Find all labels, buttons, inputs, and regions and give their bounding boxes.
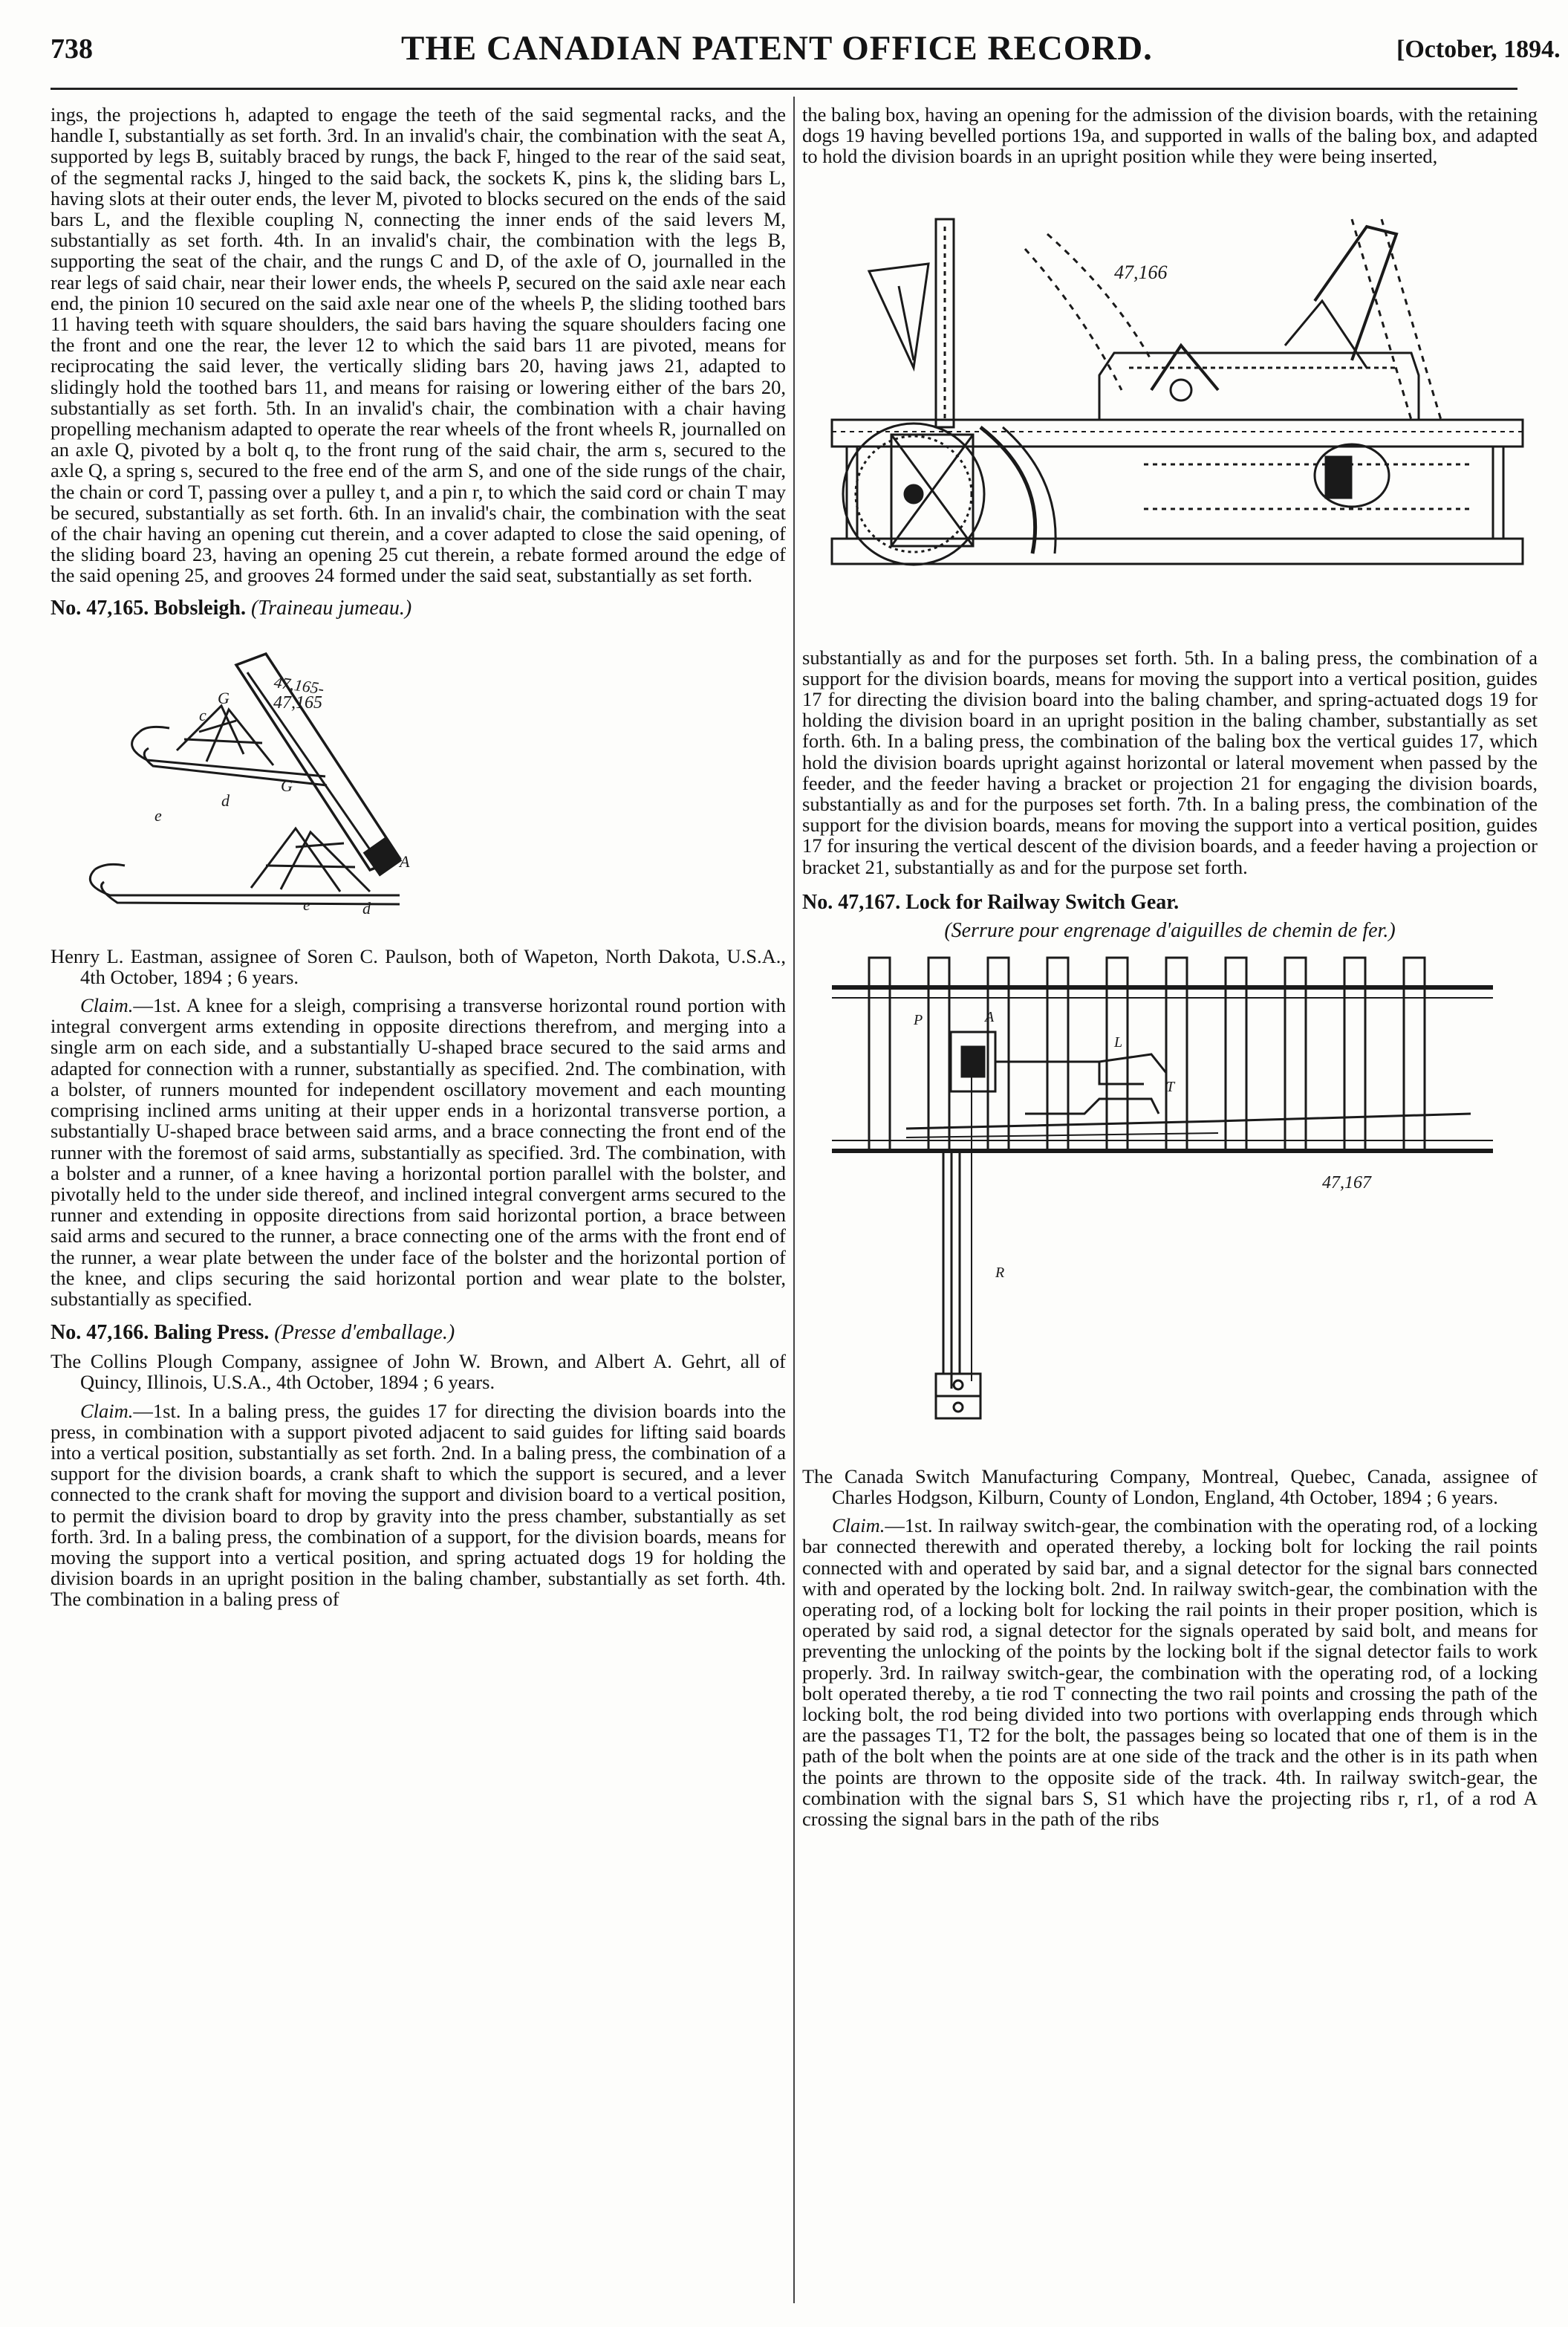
claim-text: —1st. In a baling press, the guides 17 for directing the division boards into the press, in combination with a support pivoted adjacent to said guides for lifting said boards into a vertical position, substantially as set forth. 2nd. In a baling press, the combination of a support for the division boards, a crank shaft to which the support is secured, and a lever connected to the crank shaft for moving the support and division board to a vertical position, to permit the division board to drop by gravity into the press chamber, substantially as set forth. 3rd. In a baling press, the combination of a support, for the division boards, means for moving the support into a vertical position, and spring actuated dogs 19 for holding the division boards in an upright position in the baling chamber, substantially as set forth. 4th. The combination in a baling press of bbox=[51, 1399, 786, 1611]
page-title: THE CANADIAN PATENT OFFICE RECORD. bbox=[401, 29, 1153, 68]
claim-47165 bbox=[51, 995, 786, 1309]
baling-press-figure bbox=[802, 167, 1538, 643]
assignee-47165: Henry L. Eastman, assignee of Soren C. Paulson, both of Wapeton, North Dakota, U.S.A., 4th October, 1894 ; 6 years. bbox=[51, 944, 786, 988]
continued-claim-text: the baling box, having an opening for the admission of the division boards, with the retaining dogs 19 having bevelled portions 19a, and supported in walls of the baling box, and adapted to hold the division boards in an upright position while they were being inserted, bbox=[802, 103, 1538, 168]
assignee-47166: The Collins Plough Company, assignee of John W. Brown, and Albert A. Gehrt, all of Quincy, Illinois, U.S.A., 4th October, 1894 ; 6 years. bbox=[51, 1350, 786, 1394]
svg-text:L: L bbox=[1114, 1033, 1123, 1051]
svg-text:47,165-: 47,165- bbox=[273, 672, 325, 698]
claim-text: —1st. In railway switch-gear, the combination with the operating rod, of a locking bar connected therewith and operated thereby, a locking bolt for locking the rail points connected with and operated by said bar, and a signal detector for the signal bars connected with and operated by the locking bolt. 2nd. In railway switch-gear, the combination with the operating rod, of a locking bolt for locking the rail points in their proper position, which is operated by said rod, a signal detector for the signals operated by said bolt, and means for preventing the unlocking of the points by the locking bolt if the signal detector fails to work properly. 3rd. In railway switch-gear, the combination with the operating rod, of a locking bolt operated thereby, a tie rod T connecting the two rail points and crossing the path of the locking bolt, the rod being divided into two portions with overlapping ends through which are the passages T1, T2 for the bolt, the passages being so located that one of them is in the path of the bolt when the points are at one side of the track and the other is in its path when the points are thrown to the opposite side of the track. 4th. In railway switch-gear, the combination with the signal bars S, S1 which have the projecting ribs r, r1, of a rod A crossing the signal bars in the path of the ribs bbox=[802, 1514, 1538, 1831]
patent-number: No. 47,166. bbox=[51, 1321, 149, 1345]
claim-lead: Claim. bbox=[80, 994, 134, 1017]
svg-text:G: G bbox=[218, 688, 230, 707]
svg-text:e: e bbox=[154, 805, 162, 825]
claim-lead: Claim. bbox=[80, 1399, 134, 1422]
claim-text: —1st. A knee for a sleigh, comprising a transverse horizontal round portion with integral convergent arms extending in opposite directions therefrom, and merging into a single arm on each side, and a substantially U-shaped brace secured to the said arms and adapted for connection with a runner, substantially as specified. 2nd. The combination, with a bolster, of runners mounted for independent oscillatory movement and each mounting comprising inclined arms uniting at their upper ends in a horizontal transverse portion, a substantially U-shaped brace between said arms, and a brace connecting the front end of the runner with the foremost of said arms, substantially as specified. 3rd. The combination, with a bolster and a runner, of a knee having a horizontal portion parallel with the bolster, and pivotally held to the under side thereof, and inclined integral convergent arms secured to the runner and extending in opposite directions from said horizontal portion, a brace between said arms and secured to the runner, a brace connecting one of the arms with the front end of the runner, a wear plate between the under face of the bolster and the horizontal portion of the knee, and clips securing the said horizontal portion and wear plate to the bolster, substantially as specified. bbox=[51, 994, 786, 1310]
claim-47166-continued: substantially as and for the purposes set forth. 5th. In a baling press, the combination of a support for the division boards, means for moving the support into a vertical position, guides 17 for directing the division board into the baling chamber, and spring-actuated dogs 19 for holding the division board in an upright position in the baling chamber, substantially as set forth. 6th. In a baling press, the combination of the baling box the vertical guides 17, which hold the division boards upright against horizontal or lateral movement when passed by the feeder, and the feeder having a bracket or projection 21 for engaging the division boards, substantially as and for the purposes set forth. 7th. In a baling press, the combination of the support for the division boards, means for moving the support into a vertical position, guides 17 for insuring the vertical descent of the division boards, and a feeder having a projection or bracket 21, substantially as and for the purpose set forth. bbox=[802, 646, 1538, 878]
page-number: 738 bbox=[51, 33, 93, 65]
continued-claim-text: ings, the projections h, adapted to engage the teeth of the said segmental racks, and the handle I, substantially as set forth. 3rd. In an invalid's chair, the combination with the seat A, supported by legs B, suitably braced by rungs, the back F, hinged to the rear of the said seat, of the segmental racks J, hinged to the said back, the sockets K, pins k, the sliding bars L, having slots at their outer ends, the lever M, pivoted to blocks secured on the ends of the said bars L, and the flexible coupling N, connecting the inner ends of the said levers M, substantially as set forth. 4th. In an invalid's chair, the combination with the legs B, supporting the seat of the chair, and the rungs C and D, of the axle of O, journalled in the rear legs of said chair, near their lower ends, the wheels P, secured on the said axle near each end, the pinion 10 secured on the said axle near one of the wheels P, the sliding toothed bars 11 having teeth with square shoulders, the said bars having the square shoulders facing one the front and one the rear, the lever 12 to which the said bars 11 are pivoted, means for reciprocating the said lever, the vertically sliding bars 20, having jaws 21, adapted to slidingly hold the toothed bars 11, and means for raising or lowering either of the bars 20, substantially as set forth. 5th. In an invalid's chair, the combination with a chair having propelling mechanism adapted to operate the rear wheels of the front wheels R, journalled on an axle Q, pivoted by a bolt q, to the front rung of the said chair, the arm s, secured to the axle Q, a spring s, secured to the free end of the arm S, and one of the side rungs of the chair, the chain or cord T, passing over a pulley t, and a pin r, to which the said cord or chain T may be secured, substantially as set forth. 6th. In an invalid's chair, the combination with the seat of the chair having an opening cut therein, and a cover adapted to close the said opening, of the sliding board 23, having an opening 25 cut therein, a rebate formed around the edge of the said opening 25, and grooves 24 formed under the said seat, substantially as set forth. bbox=[51, 103, 786, 587]
patent-name: Lock for Railway Switch Gear. bbox=[905, 890, 1180, 914]
figure-label-47166: 47,166 bbox=[1114, 261, 1168, 283]
entry-title-47165 bbox=[51, 597, 786, 620]
assignee-47167: The Canada Switch Manufacturing Company, Montreal, Quebec, Canada, assignee of Charles Hodgson, Kilburn, County of London, England, 4th October, 1894 ; 6 years. bbox=[802, 1464, 1538, 1509]
svg-text:A: A bbox=[400, 851, 410, 871]
entry-title-47166 bbox=[51, 1321, 786, 1345]
patent-name: Bobsleigh. bbox=[154, 596, 246, 620]
figure-label-47165: 47,165 bbox=[273, 692, 322, 713]
svg-text:G: G bbox=[281, 776, 293, 795]
patent-name-french: (Presse d'emballage.) bbox=[274, 1321, 455, 1345]
entry-title-47167 bbox=[802, 891, 1538, 915]
left-column bbox=[51, 104, 786, 1610]
claim-47166 bbox=[51, 1401, 786, 1610]
patent-name: Baling Press. bbox=[154, 1321, 270, 1345]
header-rule bbox=[51, 88, 1517, 90]
svg-text:A: A bbox=[985, 1008, 995, 1025]
figure-label-47167: 47,167 bbox=[1322, 1172, 1371, 1192]
patent-name-french: (Traineau jumeau.) bbox=[250, 596, 412, 620]
svg-text:d: d bbox=[221, 791, 230, 810]
right-column bbox=[802, 104, 1538, 1829]
svg-text:e: e bbox=[303, 895, 310, 914]
svg-text:P: P bbox=[914, 1011, 923, 1028]
issue-date: [October, 1894. bbox=[1396, 36, 1561, 63]
claim-lead: Claim. bbox=[832, 1514, 885, 1537]
svg-text:T: T bbox=[1166, 1078, 1175, 1095]
patent-number: No. 47,167. bbox=[802, 890, 901, 914]
patent-number: No. 47,165. bbox=[51, 596, 149, 620]
column-divider bbox=[793, 97, 795, 2303]
claim-47167 bbox=[802, 1515, 1538, 1829]
patent-name-french: (Serrure pour engrenage d'aiguilles de chemin de fer.) bbox=[944, 918, 1396, 942]
svg-text:R: R bbox=[995, 1264, 1005, 1281]
bobsleigh-figure bbox=[51, 620, 786, 940]
switch-gear-figure bbox=[802, 943, 1538, 1463]
svg-text:c: c bbox=[199, 705, 206, 724]
svg-text:d: d bbox=[362, 898, 371, 918]
